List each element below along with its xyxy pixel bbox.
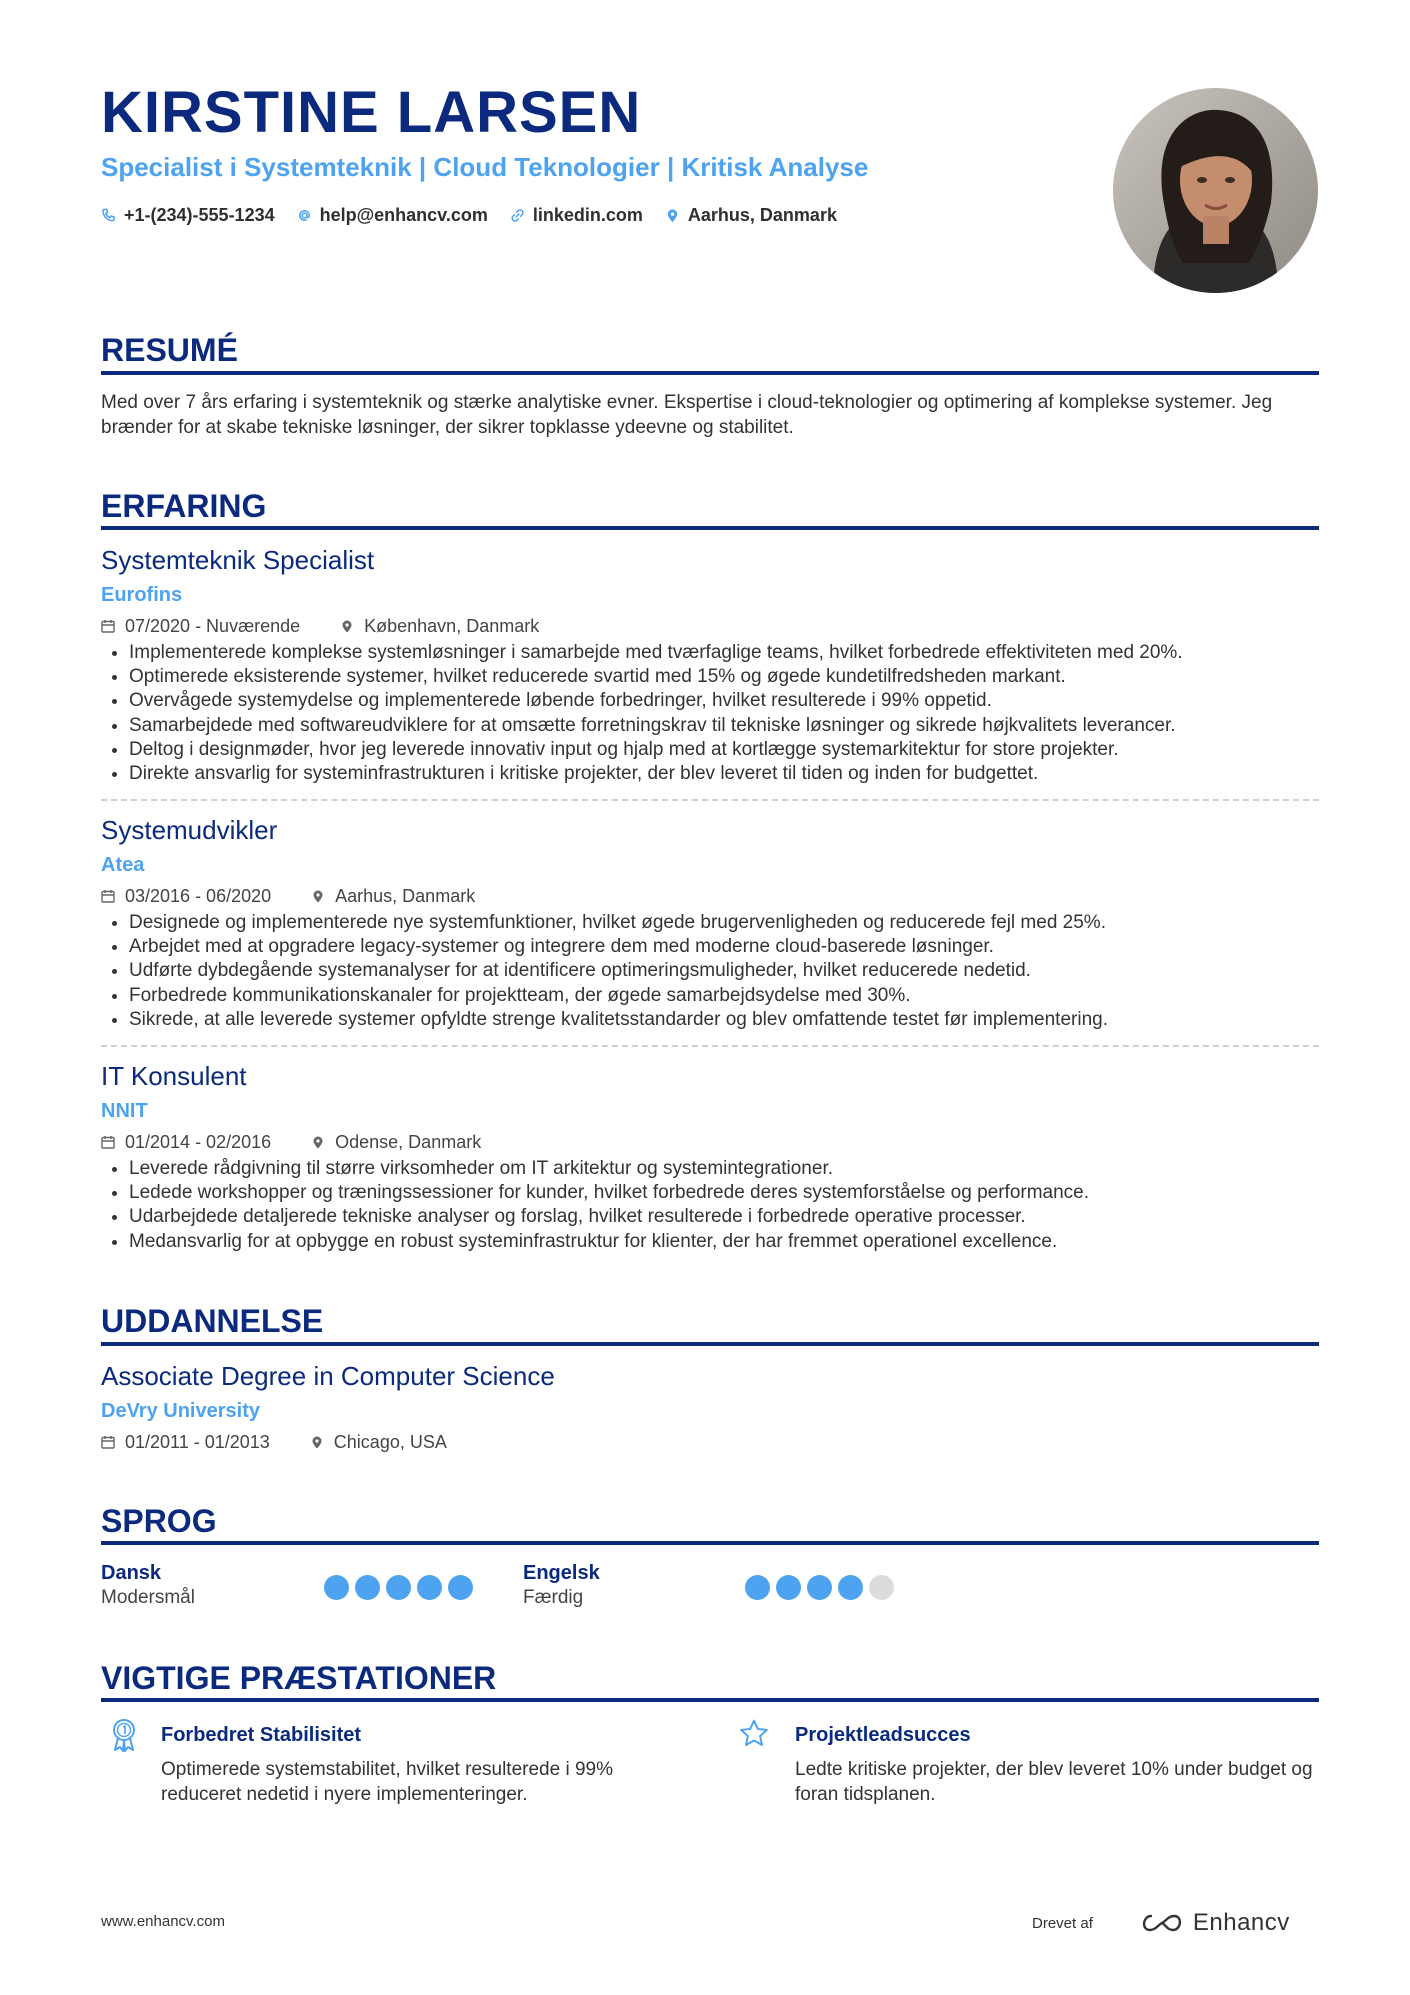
- profile-photo: [1113, 88, 1318, 293]
- language-level: Modersmål: [101, 1587, 195, 1608]
- rating-dot-filled: [745, 1575, 770, 1600]
- footer-branding: [1032, 1909, 1290, 1937]
- phone-text: +1-(234)-555-1234: [124, 205, 275, 225]
- degree-title: Associate Degree in Computer Science: [101, 1361, 555, 1391]
- calendar-icon: [101, 1135, 115, 1149]
- education-location-text: Chicago, USA: [333, 1432, 447, 1452]
- link-icon: [510, 208, 525, 223]
- job-location-text: Aarhus, Danmark: [335, 886, 476, 906]
- job-dates: [101, 1133, 271, 1151]
- star-icon: [738, 1716, 770, 1752]
- linkedin-text: linkedin.com: [532, 205, 643, 225]
- achievement-title: Projektleadsucces: [795, 1724, 971, 1746]
- bullet: • Udførte dybdegående systemanalyser for at identificere optimeringsmuligheder, hvilket reducerede nedetid.: [129, 959, 1329, 983]
- bullet: • Designede og implementerede nye systemfunktioner, hvilket øgede brugervenligheden og reducerede fejl med 25%.: [129, 911, 1329, 935]
- divider: [101, 1045, 1319, 1047]
- job-location: [311, 887, 475, 905]
- job-meta: [101, 617, 539, 635]
- company-name: Eurofins: [101, 584, 183, 606]
- bullet: • Samarbejdede med softwareudviklere for at omsætte forretningskrav til tekniske løsninger og sikrede højkvalitets leverancer.: [129, 714, 1329, 738]
- education-rule: [101, 1342, 1319, 1346]
- bullet: • Implementerede komplekse systemløsninger i samarbejde med tværfaglige teams, hvilket forbedrede effektiviteten med 20%.: [129, 641, 1329, 665]
- calendar-icon: [101, 889, 115, 903]
- job-location-text: København, Danmark: [364, 616, 540, 636]
- rating-dot-filled: [324, 1575, 349, 1600]
- languages-heading: SPROG: [101, 1503, 217, 1539]
- job-bullets: [101, 911, 1329, 1032]
- bullet: • Udarbejdede detaljerede tekniske analyser og forslag, hvilket resulterede i forbedrede operative processer.: [129, 1205, 1329, 1229]
- job-dates-text: 07/2020 - Nuværende: [125, 616, 301, 636]
- linkedin-contact[interactable]: [510, 205, 643, 226]
- job-dates-text: 03/2016 - 06/2020: [125, 886, 272, 906]
- school-name: DeVry University: [101, 1400, 260, 1422]
- language-rating: [324, 1575, 473, 1600]
- experience-rule: [101, 526, 1319, 530]
- rating-dot-filled: [838, 1575, 863, 1600]
- footer-website[interactable]: www.enhancv.com: [101, 1913, 225, 1930]
- job-location-text: Odense, Danmark: [335, 1132, 482, 1152]
- phone-icon: [101, 208, 116, 223]
- education-meta: [101, 1433, 447, 1451]
- achievements-rule: [101, 1698, 1319, 1702]
- job-location: [311, 1133, 481, 1151]
- languages-rule: [101, 1541, 1319, 1545]
- enhancv-logo[interactable]: [1139, 1909, 1290, 1937]
- company-name: Atea: [101, 854, 145, 876]
- bullet: • Ledede workshopper og træningssessioner for kunder, hvilket forbedrede deres systemforståelse og performance.: [129, 1181, 1329, 1205]
- job-dates-text: 01/2014 - 02/2016: [125, 1132, 272, 1152]
- job-meta: [101, 887, 475, 905]
- experience-heading: ERFARING: [101, 488, 267, 524]
- calendar-icon: [101, 1435, 115, 1449]
- calendar-icon: [101, 619, 115, 633]
- rating-dot-filled: [355, 1575, 380, 1600]
- company-name: NNIT: [101, 1100, 148, 1122]
- enhancv-logo-icon: [1139, 1912, 1185, 1934]
- bullet: • Sikrede, at alle leverede systemer opfyldte strenge kvalitetsstandarder og blev omfattende testet før implementering.: [129, 1008, 1329, 1032]
- bullet: • Direkte ansvarlig for systeminfrastrukturen i kritiske projekter, der blev leveret til tiden og inden for budgettet.: [129, 762, 1329, 786]
- map-pin-icon: [311, 1135, 325, 1149]
- rating-dot-filled: [386, 1575, 411, 1600]
- rating-dot-filled: [807, 1575, 832, 1600]
- job-dates: [101, 887, 271, 905]
- map-pin-icon: [310, 1435, 324, 1449]
- powered-by-text: Drevet af: [1032, 1914, 1093, 1932]
- bullet: • Overvågede systemydelse og implementerede løbende forbedringer, hvilket resulterede i 99% oppetid.: [129, 689, 1329, 713]
- bullet: • Medansvarlig for at opbygge en robust systeminfrastruktur for klienter, der har fremmet operationel excellence.: [129, 1230, 1329, 1254]
- rating-dot-empty: [869, 1575, 894, 1600]
- job-bullets: [101, 1157, 1329, 1254]
- job-title: Systemteknik Specialist: [101, 545, 375, 575]
- bullet: • Forbedrede kommunikationskanaler for projektteam, der øgede samarbejdsydelse med 30%.: [129, 984, 1329, 1008]
- education-dates: [101, 1433, 270, 1451]
- achievement-desc: Ledte kritiske projekter, der blev leveret 10% under budget og foran tidsplanen.: [795, 1759, 1313, 1805]
- bullet: • Optimerede eksisterende systemer, hvilket reducerede svartid med 15% og øgede kundetilfredsheden markant.: [129, 665, 1329, 689]
- achievements-heading: VIGTIGE PRÆSTATIONER: [101, 1660, 497, 1696]
- achievement-title: Forbedret Stabilisitet: [161, 1724, 362, 1746]
- job-location: [340, 617, 539, 635]
- location-contact: [665, 205, 837, 226]
- map-pin-icon: [340, 619, 354, 633]
- bullet: • Deltog i designmøder, hvor jeg leverede innovativ input og hjalp med at kortlægge systemarkitektur for store projekter.: [129, 738, 1329, 762]
- summary-rule: [101, 371, 1319, 375]
- map-pin-icon: [311, 889, 325, 903]
- headline: Specialist i Systemteknik | Cloud Teknologier | Kritisk Analyse: [101, 152, 869, 182]
- job-meta: [101, 1133, 481, 1151]
- at-icon: [297, 208, 312, 223]
- education-location: [310, 1433, 447, 1451]
- language-level: Færdig: [523, 1587, 584, 1608]
- job-title: Systemudvikler: [101, 815, 278, 845]
- bullet: • Leverede rådgivning til større virksomheder om IT arkitektur og systemintegrationer.: [129, 1157, 1329, 1181]
- job-bullets: [101, 641, 1329, 786]
- email-text: help@enhancv.com: [319, 205, 488, 225]
- language-name: Dansk: [101, 1562, 162, 1584]
- email-contact[interactable]: [297, 205, 488, 226]
- rating-dot-filled: [776, 1575, 801, 1600]
- education-dates-text: 01/2011 - 01/2013: [125, 1432, 270, 1452]
- map-pin-icon: [665, 208, 680, 223]
- rating-dot-filled: [448, 1575, 473, 1600]
- phone-contact[interactable]: [101, 205, 275, 226]
- summary-heading: RESUMÉ: [101, 332, 238, 368]
- candidate-name: KIRSTINE LARSEN: [101, 80, 642, 145]
- achievement-desc: Optimerede systemstabilitet, hvilket resulterede i 99% reduceret nedetid i nyere implementeringer.: [161, 1759, 613, 1805]
- summary-text: Med over 7 års erfaring i systemteknik og stærke analytiske evner. Ekspertise i cloud-teknologier og optimering af komplekse systemer. Jeg brænder for at skabe tekniske løsninger, der sikrer topklasse ydeevne og stabilitet.: [101, 392, 1273, 438]
- award-ribbon-icon: [108, 1717, 140, 1753]
- rating-dot-filled: [417, 1575, 442, 1600]
- brand-name: Enhancv: [1192, 1909, 1290, 1936]
- language-rating: [745, 1575, 894, 1600]
- contact-row: [101, 205, 837, 226]
- location-text: Aarhus, Danmark: [687, 205, 837, 225]
- job-title: IT Konsulent: [101, 1061, 247, 1091]
- bullet: • Arbejdet med at opgradere legacy-systemer og integrere dem med moderne cloud-baserede løsninger.: [129, 935, 1329, 959]
- divider: [101, 799, 1319, 801]
- language-name: Engelsk: [523, 1562, 600, 1584]
- education-heading: UDDANNELSE: [101, 1303, 324, 1339]
- job-dates: [101, 617, 300, 635]
